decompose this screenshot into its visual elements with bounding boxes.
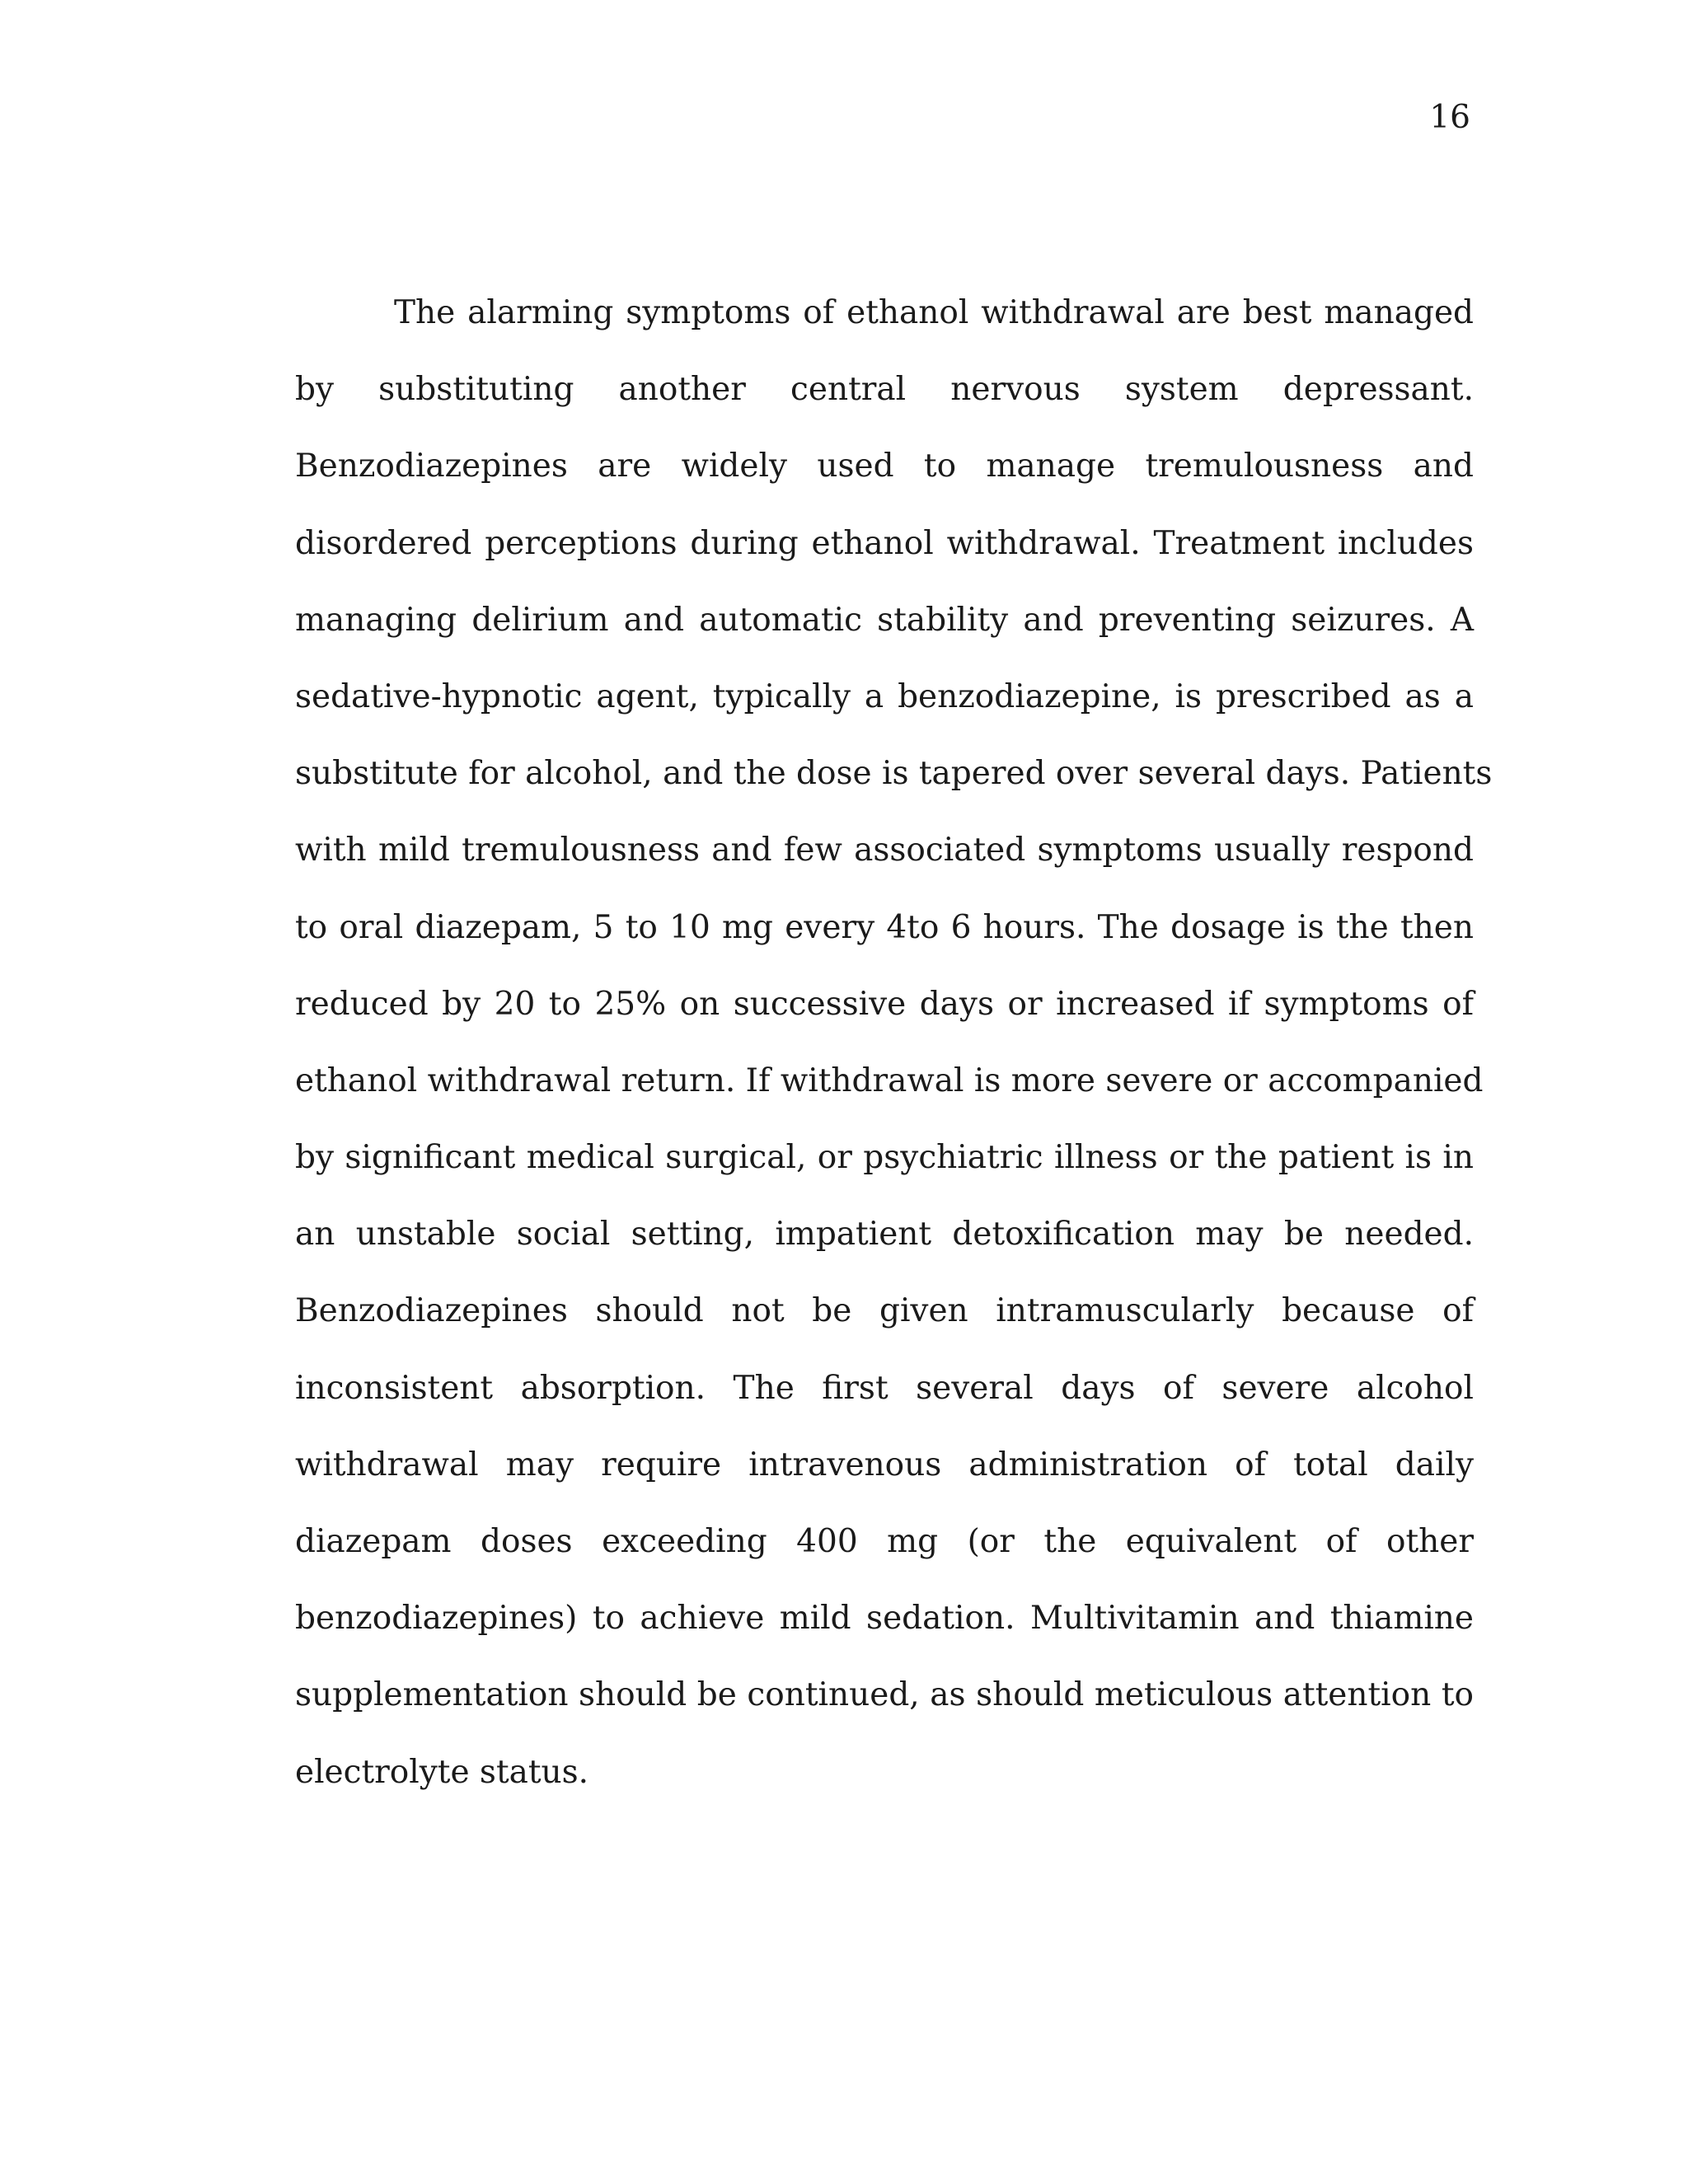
paragraph-line: disordered perceptions during ethanol withdrawal. Treatment includes <box>295 524 1474 562</box>
paragraph-line: electrolyte status. <box>295 1753 589 1791</box>
page-number: 16 <box>1429 99 1470 136</box>
paragraph-line: benzodiazepines) to achieve mild sedation. Multivitamin and thiamine <box>295 1600 1474 1638</box>
paragraph-line: Benzodiazepines should not be given intramuscularly because of <box>295 1292 1474 1330</box>
paragraph-line: sedative-hypnotic agent, typically a benzodiazepine, is prescribed as a <box>295 677 1474 715</box>
paragraph-line: ethanol withdrawal return. If withdrawal is more severe or accompanied <box>295 1062 1484 1099</box>
paragraph-line: inconsistent absorption. The first several days of severe alcohol <box>295 1369 1474 1407</box>
paragraph-line: reduced by 20 to 25% on successive days or increased if symptoms of <box>295 985 1474 1023</box>
paragraph-line: by significant medical surgical, or psychiatric illness or the patient is in <box>295 1139 1474 1177</box>
paragraph-line: an unstable social setting, impatient detoxification may be needed. <box>295 1216 1474 1254</box>
paragraph-line: diazepam doses exceeding 400 mg (or the equivalent of other <box>295 1523 1474 1560</box>
paragraph-line: withdrawal may require intravenous administration of total daily <box>295 1446 1474 1483</box>
body-paragraph <box>295 293 1493 1829</box>
paragraph-line: by substituting another central nervous system depressant. <box>295 371 1474 409</box>
paragraph-line: supplementation should be continued, as should meticulous attention to <box>295 1676 1474 1714</box>
paragraph-line: managing delirium and automatic stability and preventing seizures. A <box>295 601 1474 639</box>
paragraph-line: Benzodiazepines are widely used to manage tremulousness and <box>295 448 1474 485</box>
paragraph-line: substitute for alcohol, and the dose is tapered over several days. Patients <box>295 755 1493 793</box>
paragraph-line: The alarming symptoms of ethanol withdrawal are best managed <box>394 294 1474 331</box>
paragraph-line: with mild tremulousness and few associated symptoms usually respond <box>295 832 1474 869</box>
paragraph-line: to oral diazepam, 5 to 10 mg every 4to 6 hours. The dosage is the then <box>295 908 1474 946</box>
